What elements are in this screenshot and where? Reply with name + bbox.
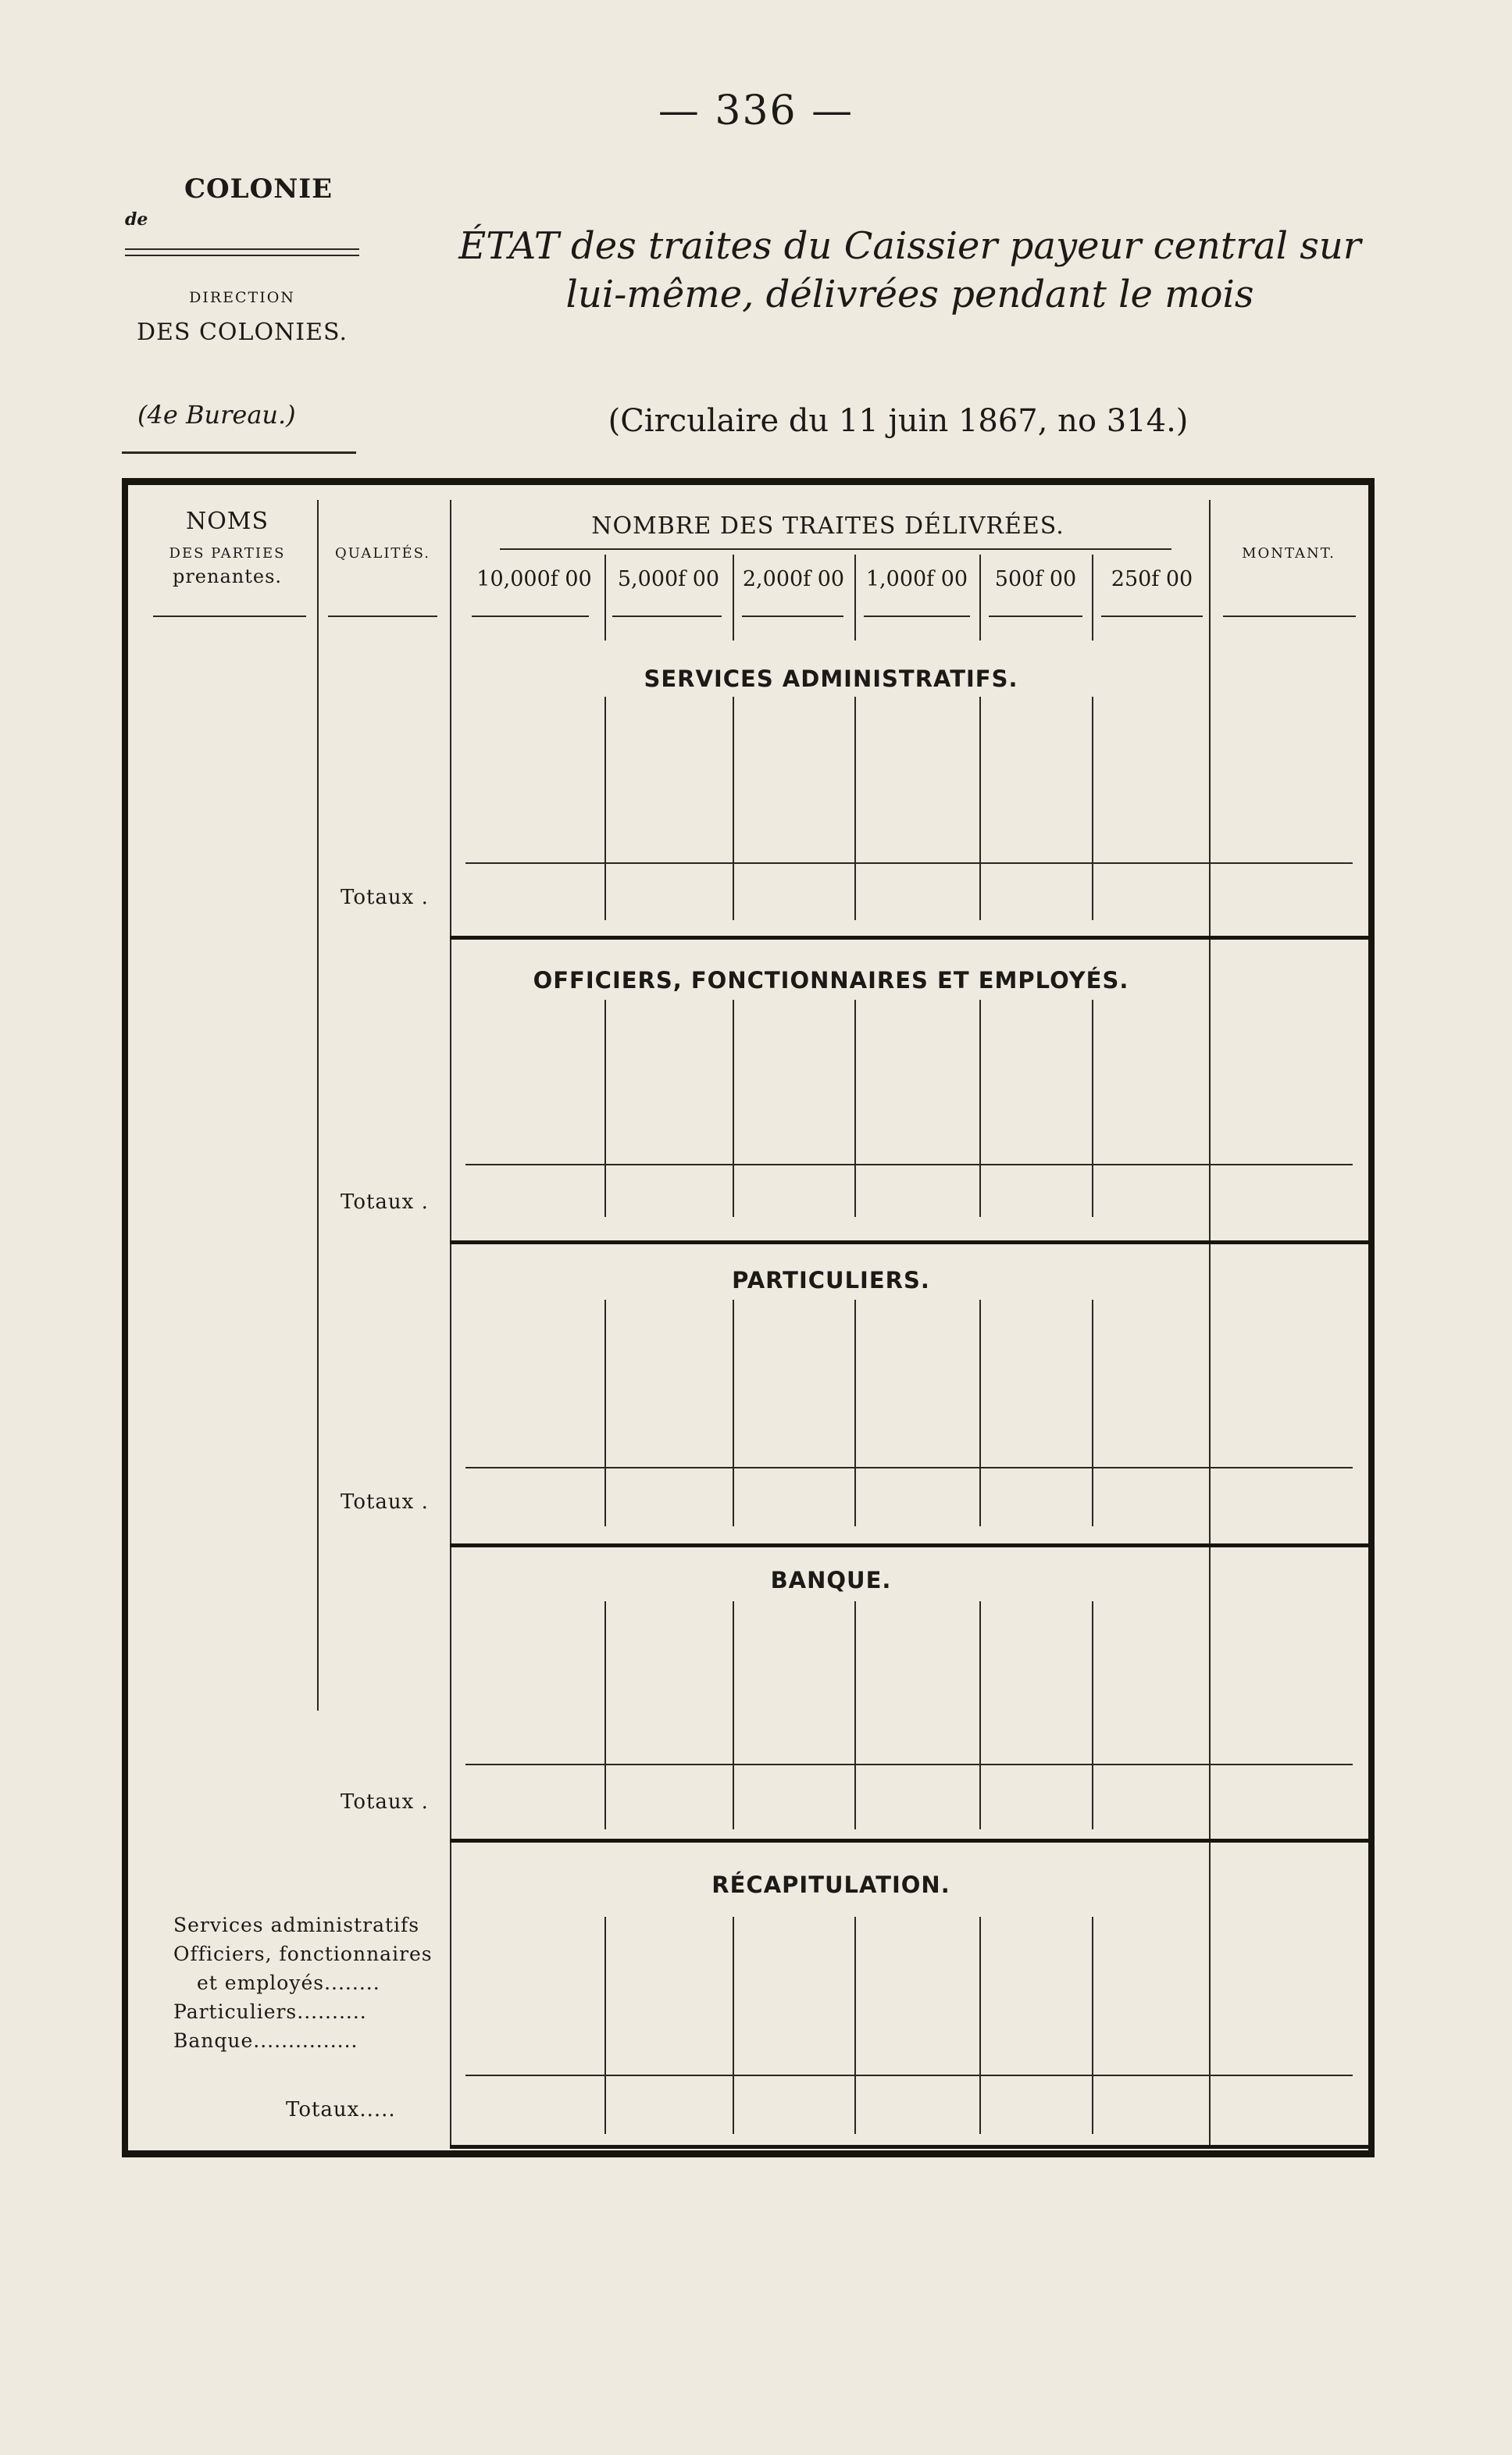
totaux-rule [465,862,1353,864]
column-rule [854,1601,856,1829]
column-rule [979,1601,981,1829]
totaux-recapitulation: Totaux..... [286,2098,396,2121]
column-rule [1092,1000,1093,1217]
totaux-rule [465,2075,1353,2076]
col-nombre-header: NOMBRE DES TRAITES DÉLIVRÉES. [591,512,1064,540]
col-noms-header: NOMS [185,508,269,535]
column-rule [979,1300,981,1526]
column-rule [1092,697,1093,920]
column-rule-nombre [450,500,451,2148]
recap-row-banque: Banque............... [173,2029,358,2052]
nombre-rule [500,548,1171,550]
column-rule [979,555,981,641]
header-underline [742,616,843,617]
header-underline [612,616,722,617]
column-rule [979,1000,981,1217]
totaux-officiers: Totaux . [341,1190,429,1214]
section-title-banque: BANQUE. [770,1567,892,1593]
column-rule [733,1300,734,1526]
recap-row-labels [173,1911,447,2055]
column-rule [733,697,734,920]
header-underline [1223,616,1356,617]
colonie-label: COLONIE [184,173,333,205]
section-title-particuliers: PARTICULIERS. [732,1267,930,1294]
column-rule-montant [1209,500,1211,2148]
totaux-rule [465,1164,1353,1165]
section-divider [450,936,1368,940]
column-rule [733,1601,734,1829]
direction-label: DIRECTION [189,289,295,306]
recap-row-officiers: Officiers, fonctionnaires [173,1943,433,1965]
de-label: de [125,209,148,230]
section-title-services: SERVICES ADMINISTRATIFS. [644,665,1018,692]
section-divider [450,2145,1368,2149]
column-rule [604,1917,606,2134]
totaux-rule [465,1764,1353,1765]
column-rule [854,697,856,920]
header-rule [122,451,356,454]
recap-row-services: Services administratifs [173,1914,420,1936]
column-rule [979,697,981,920]
section-divider [450,1839,1368,1843]
column-rule [1092,1601,1093,1829]
column-rule [1092,555,1093,641]
column-rule [854,1000,856,1217]
page-number: — 336 — [658,87,854,134]
column-rule [604,1000,606,1217]
column-rule [1092,1300,1093,1526]
header-underline [153,616,306,617]
column-rule [979,1917,981,2134]
des-colonies-label: DES COLONIES. [136,319,348,346]
column-rule [854,1300,856,1526]
col-montant-header: MONTANT. [1242,545,1335,562]
totaux-banque: Totaux . [341,1790,429,1814]
header-underline [472,616,589,617]
header-underline [989,616,1082,617]
col-qualites-header: QUALITÉS. [335,545,430,562]
denomination-250: 250f 00 [1111,567,1193,591]
denomination-2000: 2,000f 00 [742,567,845,591]
header-underline [328,616,437,617]
recap-row-particuliers: Particuliers.......... [173,2000,367,2023]
header-underline [1101,616,1203,617]
bureau-label: (4e Bureau.) [137,400,296,430]
denomination-5000: 5,000f 00 [617,567,720,591]
recap-row-employes: et employés........ [197,1971,380,1994]
denomination-10000: 10,000f 00 [476,567,592,591]
column-rule-qualites [317,500,319,1711]
circulaire-reference: (Circulaire du 11 juin 1867, no 314.) [608,403,1189,439]
denomination-500: 500f 00 [994,567,1077,591]
totaux-particuliers: Totaux . [341,1490,429,1514]
col-noms-sub1: DES PARTIES [169,545,286,562]
totaux-services: Totaux . [341,886,429,909]
column-rule [604,697,606,920]
column-rule [854,1917,856,2134]
header-underline [864,616,970,617]
document-title [422,222,1398,319]
denomination-1000: 1,000f 00 [865,567,968,591]
column-rule [604,1601,606,1829]
blank-line [125,255,359,256]
title-line-2: lui-même, délivrées pendant le mois [565,273,1254,316]
blank-line [125,248,359,250]
title-line-1: ÉTAT des traites du Caissier payeur central sur [458,224,1361,268]
section-divider [450,1240,1368,1244]
section-divider [450,1543,1368,1547]
col-noms-sub2: prenantes. [172,566,283,587]
column-rule [854,555,856,641]
section-title-recapitulation: RÉCAPITULATION. [711,1872,950,1898]
form-table [122,478,1375,2157]
column-rule [604,1300,606,1526]
column-rule [604,555,606,641]
column-rule [1092,1917,1093,2134]
section-title-officiers: OFFICIERS, FONCTIONNAIRES ET EMPLOYÉS. [533,967,1129,994]
column-rule [733,555,734,641]
column-rule [733,1917,734,2134]
column-rule [733,1000,734,1217]
totaux-rule [465,1467,1353,1468]
